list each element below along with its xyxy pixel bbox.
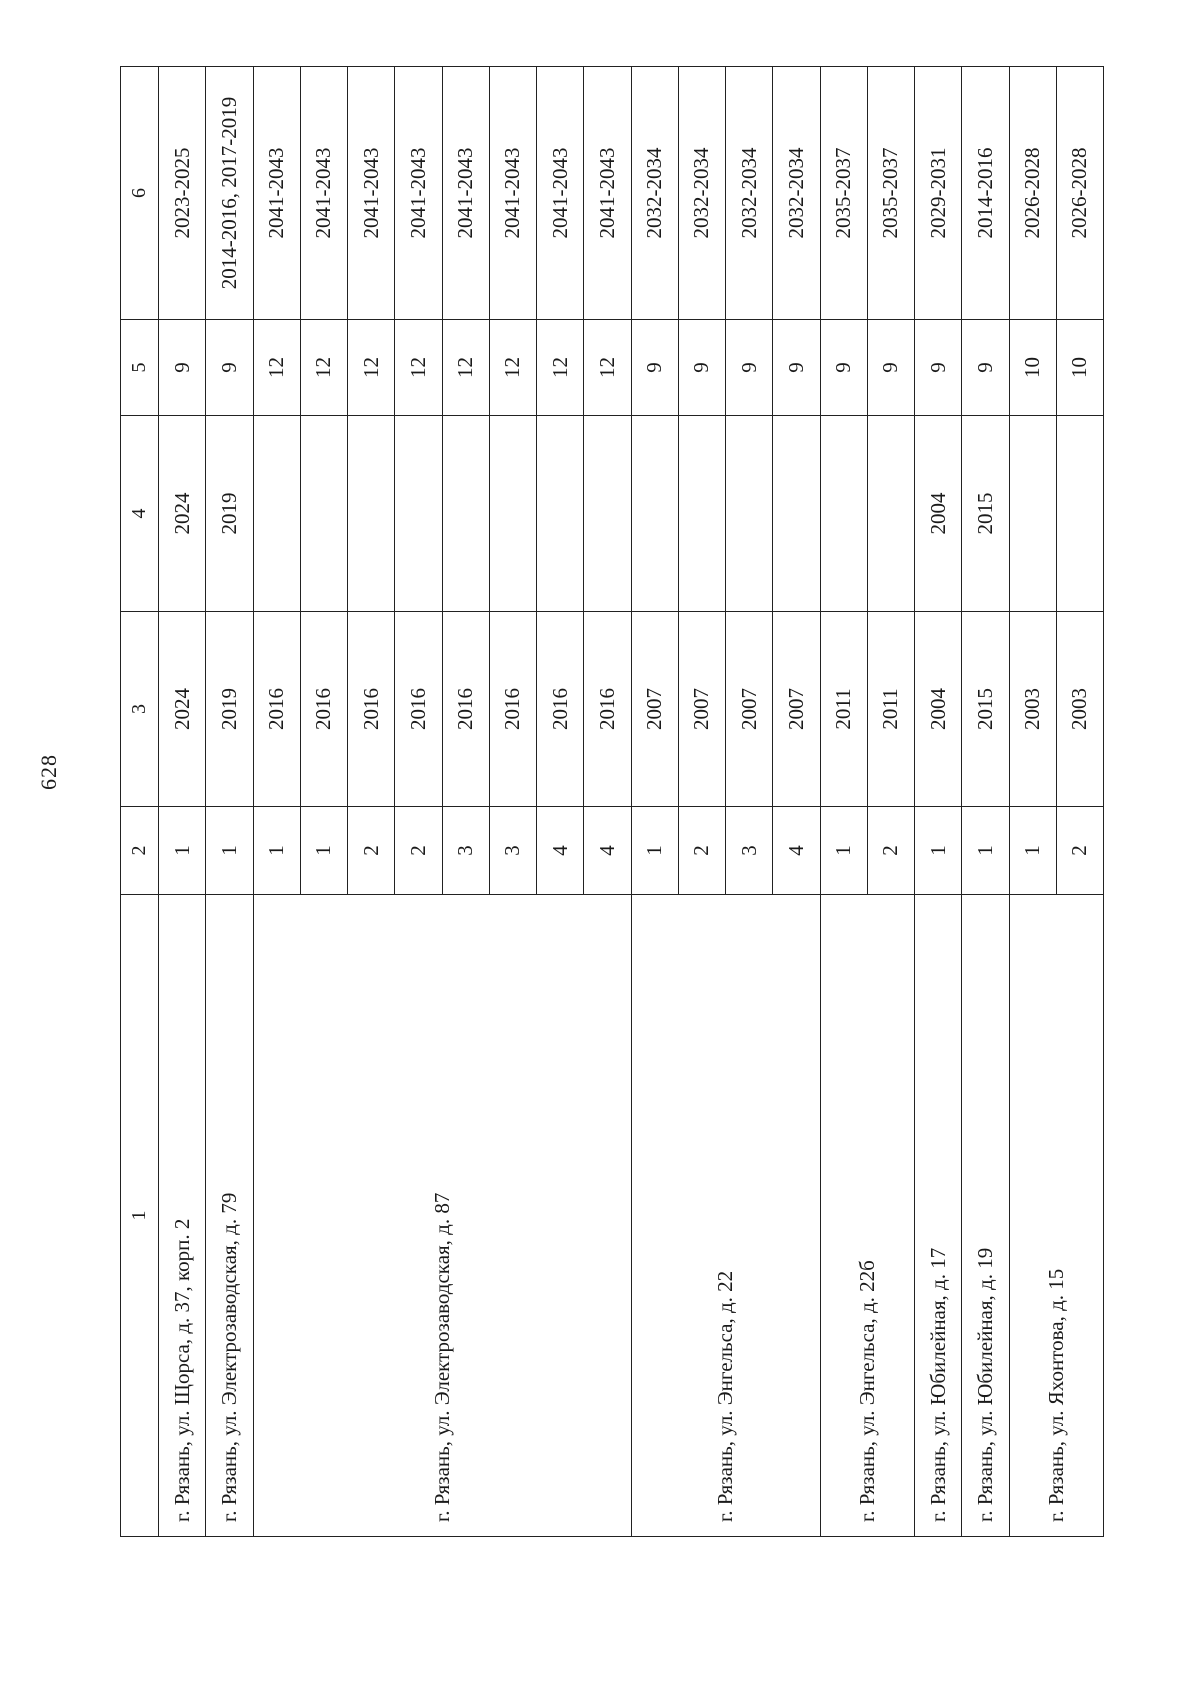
floors-cell: 9: [678, 320, 725, 416]
floors-cell: 12: [537, 320, 584, 416]
column-header: 4: [121, 416, 159, 612]
planned-period-cell: 2041-2043: [584, 67, 631, 320]
elevator-number-cell: 2: [348, 807, 395, 895]
replacement-year-cell: [489, 416, 536, 612]
replacement-year-cell: [300, 416, 347, 612]
commissioning-year-cell: 2007: [726, 612, 773, 807]
planned-period-cell: 2026-2028: [1009, 67, 1056, 320]
replacement-year-cell: [348, 416, 395, 612]
planned-period-cell: 2035-2037: [867, 67, 914, 320]
elevator-number-cell: 2: [867, 807, 914, 895]
planned-period-cell: 2032-2034: [631, 67, 678, 320]
column-header: 5: [121, 320, 159, 416]
table-row: [962, 67, 1009, 1537]
address-cell: г. Рязань, ул. Электрозаводская, д. 79: [206, 895, 253, 1537]
replacement-year-cell: [537, 416, 584, 612]
replacement-year-cell: [726, 416, 773, 612]
address-cell: г. Рязань, ул. Энгельса, д. 22: [631, 895, 820, 1537]
elevator-schedule-table: [120, 66, 1104, 1537]
commissioning-year-cell: 2016: [584, 612, 631, 807]
table-row: [915, 67, 962, 1537]
elevator-number-cell: 4: [537, 807, 584, 895]
elevator-number-cell: 2: [678, 807, 725, 895]
commissioning-year-cell: 2016: [348, 612, 395, 807]
planned-period-cell: 2014-2016, 2017-2019: [206, 67, 253, 320]
page-number: 628: [36, 754, 61, 790]
address-cell: г. Рязань, ул. Щорса, д. 37, корп. 2: [159, 895, 206, 1537]
replacement-year-cell: 2004: [915, 416, 962, 612]
floors-cell: 10: [1056, 320, 1103, 416]
planned-period-cell: 2041-2043: [537, 67, 584, 320]
planned-period-cell: 2032-2034: [773, 67, 820, 320]
planned-period-cell: 2041-2043: [253, 67, 300, 320]
replacement-year-cell: [1009, 416, 1056, 612]
replacement-year-cell: 2019: [206, 416, 253, 612]
planned-period-cell: 2029-2031: [915, 67, 962, 320]
elevator-number-cell: 4: [773, 807, 820, 895]
commissioning-year-cell: 2016: [300, 612, 347, 807]
elevator-number-cell: 1: [206, 807, 253, 895]
floors-cell: 9: [915, 320, 962, 416]
planned-period-cell: 2041-2043: [442, 67, 489, 320]
table-header-row: [121, 67, 159, 1537]
commissioning-year-cell: 2016: [395, 612, 442, 807]
elevator-number-cell: 1: [631, 807, 678, 895]
replacement-year-cell: [584, 416, 631, 612]
replacement-year-cell: [1056, 416, 1103, 612]
address-cell: г. Рязань, ул. Юбилейная, д. 17: [915, 895, 962, 1537]
floors-cell: 9: [631, 320, 678, 416]
planned-period-cell: 2041-2043: [348, 67, 395, 320]
commissioning-year-cell: 2024: [159, 612, 206, 807]
floors-cell: 9: [726, 320, 773, 416]
elevator-number-cell: 3: [726, 807, 773, 895]
floors-cell: 12: [395, 320, 442, 416]
elevator-number-cell: 1: [1009, 807, 1056, 895]
column-header: 1: [121, 895, 159, 1537]
table-body: [159, 67, 1104, 1537]
floors-cell: 9: [820, 320, 867, 416]
elevator-number-cell: 1: [820, 807, 867, 895]
floors-cell: 12: [348, 320, 395, 416]
planned-period-cell: 2041-2043: [300, 67, 347, 320]
floors-cell: 10: [1009, 320, 1056, 416]
elevator-number-cell: 2: [1056, 807, 1103, 895]
commissioning-year-cell: 2019: [206, 612, 253, 807]
commissioning-year-cell: 2004: [915, 612, 962, 807]
table-row: [206, 67, 253, 1537]
replacement-year-cell: [253, 416, 300, 612]
elevator-number-cell: 1: [159, 807, 206, 895]
floors-cell: 9: [773, 320, 820, 416]
replacement-year-cell: [631, 416, 678, 612]
address-cell: г. Рязань, ул. Юбилейная, д. 19: [962, 895, 1009, 1537]
planned-period-cell: 2041-2043: [395, 67, 442, 320]
commissioning-year-cell: 2011: [867, 612, 914, 807]
floors-cell: 12: [584, 320, 631, 416]
elevator-number-cell: 1: [253, 807, 300, 895]
table-row: [631, 67, 678, 1537]
replacement-year-cell: [442, 416, 489, 612]
replacement-year-cell: [395, 416, 442, 612]
planned-period-cell: 2032-2034: [726, 67, 773, 320]
table-row: [1009, 67, 1056, 1537]
elevator-number-cell: 3: [442, 807, 489, 895]
address-cell: г. Рязань, ул. Энгельса, д. 22б: [820, 895, 915, 1537]
planned-period-cell: 2014-2016: [962, 67, 1009, 320]
address-cell: г. Рязань, ул. Яхонтова, д. 15: [1009, 895, 1104, 1537]
planned-period-cell: 2041-2043: [489, 67, 536, 320]
table-row: [820, 67, 867, 1537]
address-cell: г. Рязань, ул. Электрозаводская, д. 87: [253, 895, 631, 1537]
commissioning-year-cell: 2016: [442, 612, 489, 807]
replacement-year-cell: 2015: [962, 416, 1009, 612]
floors-cell: 9: [962, 320, 1009, 416]
floors-cell: 9: [159, 320, 206, 416]
replacement-year-cell: [773, 416, 820, 612]
elevator-number-cell: 1: [300, 807, 347, 895]
planned-period-cell: 2032-2034: [678, 67, 725, 320]
elevator-number-cell: 2: [395, 807, 442, 895]
commissioning-year-cell: 2003: [1056, 612, 1103, 807]
floors-cell: 12: [300, 320, 347, 416]
document-table-wrapper: [120, 67, 1104, 1537]
floors-cell: 9: [867, 320, 914, 416]
elevator-number-cell: 1: [962, 807, 1009, 895]
commissioning-year-cell: 2003: [1009, 612, 1056, 807]
elevator-number-cell: 4: [584, 807, 631, 895]
elevator-number-cell: 1: [915, 807, 962, 895]
column-header: 2: [121, 807, 159, 895]
commissioning-year-cell: 2007: [631, 612, 678, 807]
planned-period-cell: 2023-2025: [159, 67, 206, 320]
floors-cell: 9: [206, 320, 253, 416]
replacement-year-cell: [867, 416, 914, 612]
table-row: [159, 67, 206, 1537]
replacement-year-cell: 2024: [159, 416, 206, 612]
column-header: 3: [121, 612, 159, 807]
commissioning-year-cell: 2016: [489, 612, 536, 807]
floors-cell: 12: [442, 320, 489, 416]
column-header: 6: [121, 67, 159, 320]
replacement-year-cell: [820, 416, 867, 612]
commissioning-year-cell: 2016: [253, 612, 300, 807]
floors-cell: 12: [253, 320, 300, 416]
commissioning-year-cell: 2016: [537, 612, 584, 807]
commissioning-year-cell: 2011: [820, 612, 867, 807]
floors-cell: 12: [489, 320, 536, 416]
replacement-year-cell: [678, 416, 725, 612]
commissioning-year-cell: 2007: [773, 612, 820, 807]
planned-period-cell: 2026-2028: [1056, 67, 1103, 320]
commissioning-year-cell: 2015: [962, 612, 1009, 807]
planned-period-cell: 2035-2037: [820, 67, 867, 320]
elevator-number-cell: 3: [489, 807, 536, 895]
table-row: [253, 67, 300, 1537]
commissioning-year-cell: 2007: [678, 612, 725, 807]
